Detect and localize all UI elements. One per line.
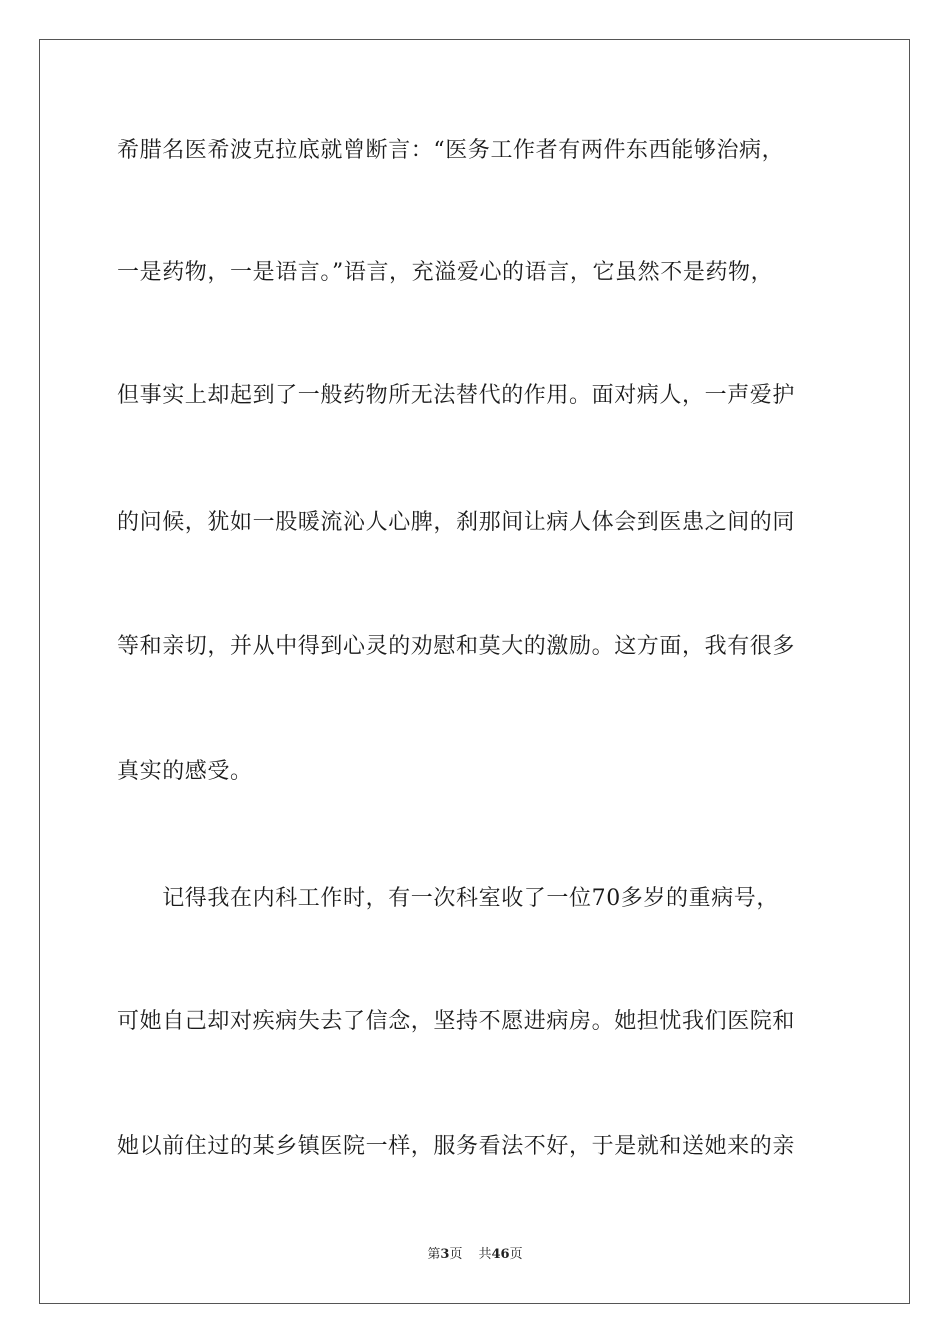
- page-suffix: 页: [449, 1247, 463, 1262]
- text-line-2: 一是药物，一是语言。”语言，充溢爱心的语言，它虽然不是药物，: [117, 260, 774, 285]
- page-footer: [0, 1246, 950, 1264]
- text-line-8: 可她自己却对疾病失去了信念，坚持不愿进病房。她担忧我们医院和: [117, 1009, 796, 1034]
- text-line-3: 但事实上却起到了一般药物所无法替代的作用。面对病人，一声爱护: [117, 383, 796, 408]
- text-line-6: 真实的感受。: [117, 759, 253, 784]
- text-line-1: 希腊名医希波克拉底就曾断言：“医务工作者有两件东西能够治病，: [117, 138, 785, 163]
- text-line-9: 她以前住过的某乡镇医院一样，服务看法不好，于是就和送她来的亲: [117, 1134, 796, 1159]
- page-border: [39, 39, 910, 1304]
- page-number: 3: [440, 1247, 450, 1262]
- page-prefix: 第: [427, 1247, 441, 1262]
- text-line-5: 等和亲切，并从中得到心灵的劝慰和莫大的激励。这方面，我有很多: [117, 634, 796, 659]
- text-line-4: 的问候，犹如一股暖流沁人心脾，刹那间让病人体会到医患之间的同: [117, 510, 796, 535]
- total-prefix: 共: [478, 1247, 492, 1262]
- total-suffix: 页: [509, 1247, 523, 1262]
- total-pages: 46: [491, 1247, 510, 1262]
- text-line-7: 记得我在内科工作时，有一次科室收了一位70多岁的重病号，: [117, 886, 779, 911]
